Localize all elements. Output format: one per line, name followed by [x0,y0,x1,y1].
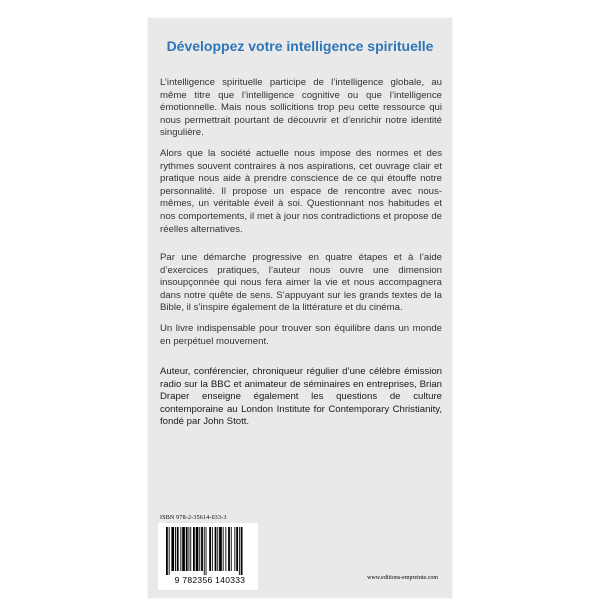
book-title: Développez votre intelligence spirituelle [166,38,434,54]
description-paragraph-2: Alors que la société actuelle nous impose des normes et des rythmes souvent contraires à nos aspirations, cet ouvrage clair et pratique nous aide à prendre conscience de ce qui étouffe notre personnalité. Il propose un espace de rencontre avec nous-mêmes, un véritable éveil à soi. Questionnant nos habitudes et nos comportements, il met à jour nos contradictions et propose de réelles alternatives. [160,148,442,235]
publisher-website: www.editions-empreinte.com [367,575,438,581]
barcode-number: 9 782356 140333 [174,575,246,585]
author-bio: Auteur, conférencier, chroniqueur régulier d’une célèbre émission radio sur la BBC et animateur de séminaires en entreprises, Brian Draper enseigne également les questions de culture contemporaine au London Institute for Contemporary Christianity, fondé par John Stott. [160,366,442,428]
barcode-bars [164,527,252,575]
description-paragraph-4: Un livre indispensable pour trouver son équilibre dans un monde en perpétuel mouvement. [160,323,442,347]
description-paragraph-3: Par une démarche progressive en quatre étapes et à l’aide d’exercices pratiques, l’auteur nous ouvre une dimension insoupçonnée qui nous fera aimer la vie et nous accompagnera dans notre quête de sens. S’appuyant sur les grands textes de la Bible, il s’inspire également de la littérature et du cinéma. [160,252,442,314]
barcode [158,523,258,590]
book-back-cover [148,18,452,598]
isbn-label: ISBN 978-2-35614-033-3 [160,515,227,521]
description-paragraph-1: L’intelligence spirituelle participe de l’intelligence globale, au même titre que l’intelligence cognitive ou que l’intelligence émotionnelle. Mais nous sollicitions trop peu cette ressource qui nous permettrait pourtant de découvrir et d’enrichir notre identité singulière. [160,77,442,139]
